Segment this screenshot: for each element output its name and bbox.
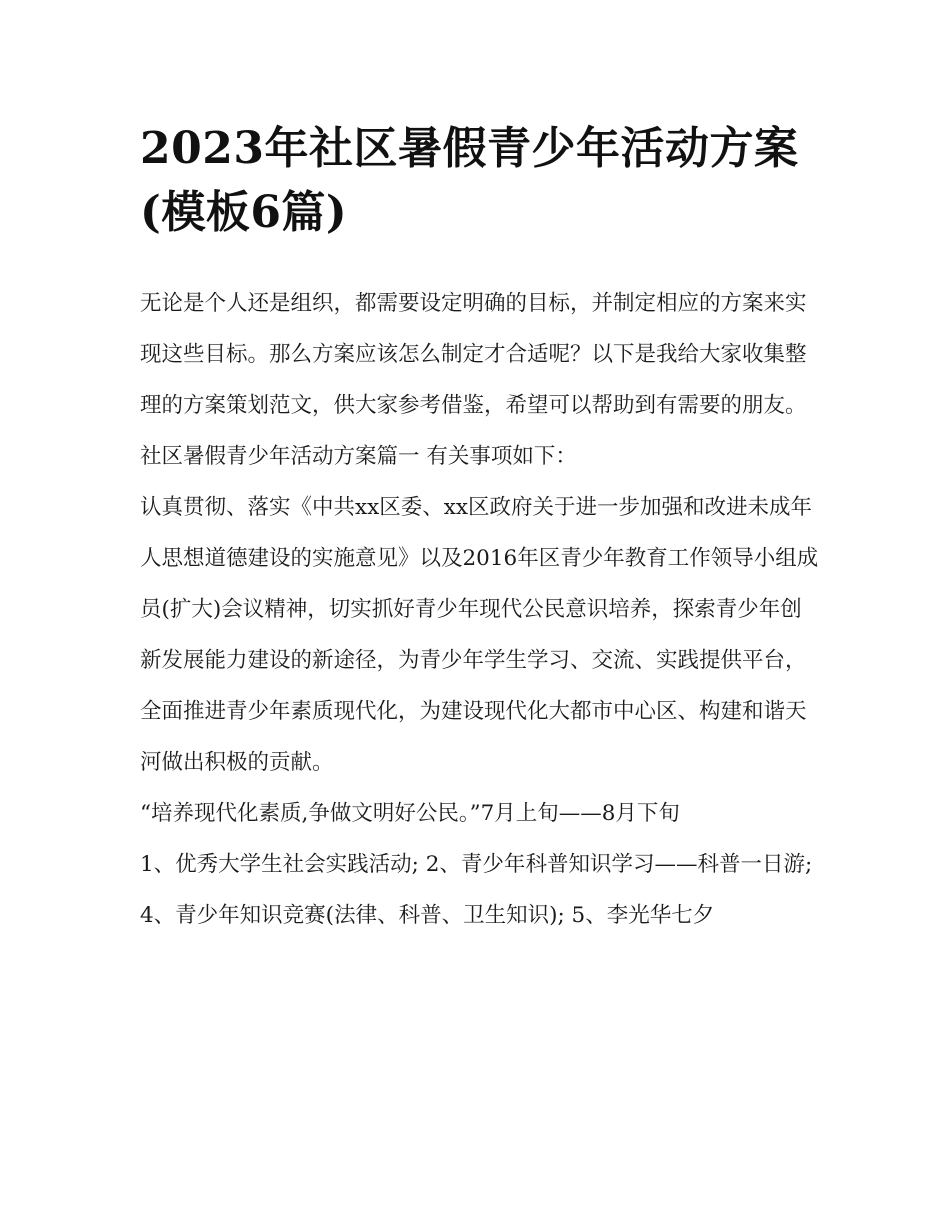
intro-paragraph: 无论是个人还是组织，都需要设定明确的目标，并制定相应的方案来实现这些目标。那么方案应该怎么制定才合适呢？以下是我给大家收集整理的方案策划范文，供大家参考借鉴，希望可以帮助到有需要的朋友。 [140,291,807,418]
theme-time-paragraph: “培养现代化素质,争做文明好公民。”7月上旬——8月下旬 [140,801,680,826]
purpose-paragraph: 认真贯彻、落实《中共xx区委、xx区政府关于进一步加强和改进未成年人思想道德建设的实施意见》以及2016年区青少年教育工作领导小组成员(扩大)会议精神，切实抓好青少年现代公民意识培养，探索青少年创新发展能力建设的新途径，为青少年学生学习、交流、实践提供平台，全面推进青少年素质现代化，为建设现代化大都市中心区、构建和谐天河做出积极的贡献。 [140,495,819,775]
document-body [140,278,820,941]
document-title: 2023年社区暑假青少年活动方案(模板6篇) [140,123,799,238]
section-heading-paragraph: 社区暑假青少年活动方案篇一 有关事项如下： [140,444,577,469]
activity-list-paragraph: 1、优秀大学生社会实践活动; 2、青少年科普知识学习——科普一日游; [140,852,813,877]
activity-list-paragraph-2: 4、青少年知识竞赛(法律、科普、卫生知识); 5、李光华七夕 [140,903,715,928]
